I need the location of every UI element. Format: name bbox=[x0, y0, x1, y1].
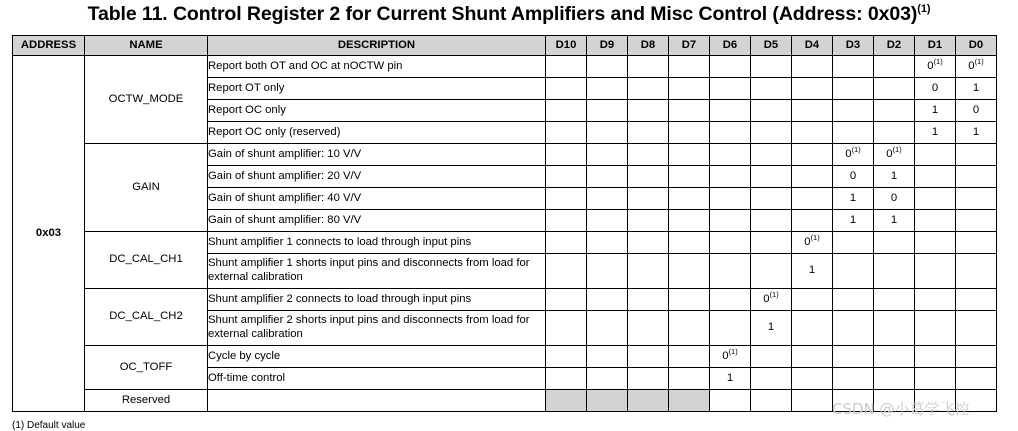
header-row bbox=[13, 36, 997, 56]
bit-value: 0 bbox=[804, 235, 811, 248]
bit-cell: 1 bbox=[792, 254, 833, 289]
bit-cell bbox=[751, 368, 792, 390]
bit-cell bbox=[915, 254, 956, 289]
bit-value: 0 bbox=[845, 147, 852, 160]
bit-cell bbox=[956, 144, 997, 166]
bit-cell bbox=[792, 390, 833, 412]
bit-cell bbox=[669, 289, 710, 311]
bit-cell bbox=[915, 188, 956, 210]
bit-cell bbox=[587, 144, 628, 166]
bit-cell bbox=[669, 100, 710, 122]
bit-cell bbox=[710, 100, 751, 122]
table-row bbox=[13, 346, 997, 368]
bit-cell bbox=[546, 390, 587, 412]
bit-cell bbox=[833, 232, 874, 254]
bit-cell: 1 bbox=[956, 78, 997, 100]
bit-cell bbox=[751, 166, 792, 188]
bit-cell bbox=[751, 390, 792, 412]
bit-cell bbox=[628, 56, 669, 78]
bit-cell bbox=[956, 210, 997, 232]
bit-cell bbox=[792, 346, 833, 368]
bit-cell bbox=[915, 368, 956, 390]
bit-cell: 0 bbox=[874, 188, 915, 210]
field-name-cell: Reserved bbox=[85, 390, 208, 412]
bit-cell bbox=[874, 254, 915, 289]
field-name-cell: OC_TOFF bbox=[85, 346, 208, 390]
bit-cell bbox=[956, 289, 997, 311]
bit-cell bbox=[792, 368, 833, 390]
default-footnote-mark: (1) bbox=[769, 289, 779, 299]
bit-cell bbox=[546, 166, 587, 188]
field-name-cell: DC_CAL_CH2 bbox=[85, 289, 208, 346]
bit-cell bbox=[710, 122, 751, 144]
bit-cell bbox=[628, 390, 669, 412]
bit-cell bbox=[751, 100, 792, 122]
bit-cell bbox=[751, 188, 792, 210]
bit-cell bbox=[751, 56, 792, 78]
bit-value: 0 bbox=[886, 147, 893, 160]
bit-cell bbox=[546, 144, 587, 166]
bit-cell bbox=[628, 144, 669, 166]
bit-cell bbox=[628, 346, 669, 368]
bit-cell: 1 bbox=[956, 122, 997, 144]
description-cell: Report OT only bbox=[208, 78, 546, 100]
bit-cell bbox=[874, 78, 915, 100]
bit-cell bbox=[587, 390, 628, 412]
table-row bbox=[13, 289, 997, 311]
description-cell: Report both OT and OC at nOCTW pin bbox=[208, 56, 546, 78]
bit-cell bbox=[587, 368, 628, 390]
bit-cell bbox=[587, 289, 628, 311]
bit-cell bbox=[874, 56, 915, 78]
description-cell: Gain of shunt amplifier: 80 V/V bbox=[208, 210, 546, 232]
bit-cell bbox=[628, 78, 669, 100]
header-name: NAME bbox=[85, 36, 208, 56]
bit-cell bbox=[546, 254, 587, 289]
bit-cell bbox=[669, 122, 710, 144]
bit-cell bbox=[792, 210, 833, 232]
bit-cell bbox=[628, 100, 669, 122]
bit-cell bbox=[669, 210, 710, 232]
default-footnote-mark: (1) bbox=[974, 56, 984, 66]
bit-cell bbox=[710, 210, 751, 232]
table-row bbox=[13, 232, 997, 254]
bit-cell bbox=[792, 56, 833, 78]
bit-cell bbox=[710, 166, 751, 188]
bit-cell bbox=[669, 254, 710, 289]
bit-cell bbox=[546, 210, 587, 232]
table-row bbox=[13, 56, 997, 78]
register-table bbox=[12, 35, 997, 412]
bit-cell bbox=[751, 346, 792, 368]
bit-cell bbox=[710, 188, 751, 210]
bit-cell bbox=[587, 346, 628, 368]
bit-cell bbox=[710, 144, 751, 166]
header-bit-d0: D0 bbox=[956, 36, 997, 56]
description-cell: Shunt amplifier 1 connects to load through input pins bbox=[208, 232, 546, 254]
field-name-cell: GAIN bbox=[85, 144, 208, 232]
bit-cell bbox=[587, 166, 628, 188]
bit-cell bbox=[956, 188, 997, 210]
header-bit-d3: D3 bbox=[833, 36, 874, 56]
bit-value: 0 bbox=[927, 59, 934, 72]
header-description: DESCRIPTION bbox=[208, 36, 546, 56]
default-footnote-mark: (1) bbox=[728, 346, 738, 356]
bit-cell bbox=[546, 289, 587, 311]
bit-cell bbox=[956, 254, 997, 289]
bit-cell bbox=[587, 122, 628, 144]
bit-cell bbox=[956, 368, 997, 390]
header-bit-d5: D5 bbox=[751, 36, 792, 56]
header-bit-d7: D7 bbox=[669, 36, 710, 56]
header-bit-d6: D6 bbox=[710, 36, 751, 56]
bit-cell bbox=[710, 232, 751, 254]
bit-cell bbox=[792, 232, 833, 254]
bit-cell bbox=[833, 100, 874, 122]
bit-cell bbox=[874, 368, 915, 390]
bit-cell bbox=[546, 346, 587, 368]
bit-cell: 1 bbox=[833, 210, 874, 232]
bit-cell bbox=[792, 144, 833, 166]
bit-cell bbox=[628, 188, 669, 210]
bit-cell: 1 bbox=[833, 188, 874, 210]
bit-cell: 0 bbox=[915, 78, 956, 100]
table-title-text: Table 11. Control Register 2 for Current Shunt Amplifiers and Misc Control (Address: 0x03) bbox=[87, 3, 918, 25]
field-name-cell: DC_CAL_CH1 bbox=[85, 232, 208, 289]
bit-value: 0 bbox=[968, 59, 975, 72]
bit-cell: 1 bbox=[874, 166, 915, 188]
default-footnote-mark: (1) bbox=[933, 56, 943, 66]
bit-cell bbox=[915, 346, 956, 368]
bit-cell bbox=[751, 289, 792, 311]
header-address: ADDRESS bbox=[13, 36, 85, 56]
bit-cell bbox=[792, 188, 833, 210]
bit-cell bbox=[874, 232, 915, 254]
bit-cell bbox=[956, 56, 997, 78]
bit-cell bbox=[710, 390, 751, 412]
bit-cell bbox=[628, 166, 669, 188]
bit-cell bbox=[751, 78, 792, 100]
bit-cell bbox=[628, 122, 669, 144]
bit-cell bbox=[915, 289, 956, 311]
bit-cell bbox=[751, 122, 792, 144]
bit-cell bbox=[710, 346, 751, 368]
bit-cell bbox=[587, 56, 628, 78]
bit-cell bbox=[669, 346, 710, 368]
bit-cell bbox=[915, 144, 956, 166]
bit-cell bbox=[792, 289, 833, 311]
bit-value: 0 bbox=[763, 292, 770, 305]
bit-cell bbox=[792, 311, 833, 346]
description-cell: Report OC only (reserved) bbox=[208, 122, 546, 144]
bit-cell bbox=[874, 100, 915, 122]
bit-cell bbox=[587, 100, 628, 122]
bit-cell bbox=[710, 78, 751, 100]
bit-cell bbox=[833, 56, 874, 78]
table-title bbox=[0, 3, 1018, 26]
title-footnote-mark: (1) bbox=[917, 2, 931, 15]
bit-cell bbox=[792, 122, 833, 144]
bit-cell bbox=[546, 188, 587, 210]
bit-cell: 1 bbox=[751, 311, 792, 346]
bit-cell bbox=[874, 311, 915, 346]
bit-cell bbox=[628, 311, 669, 346]
bit-cell bbox=[546, 100, 587, 122]
bit-cell bbox=[956, 311, 997, 346]
bit-cell bbox=[833, 368, 874, 390]
bit-cell bbox=[710, 311, 751, 346]
bit-cell bbox=[669, 232, 710, 254]
bit-cell bbox=[669, 144, 710, 166]
bit-cell bbox=[833, 289, 874, 311]
bit-cell: 0 bbox=[956, 100, 997, 122]
bit-cell bbox=[833, 78, 874, 100]
bit-cell bbox=[546, 311, 587, 346]
bit-cell bbox=[710, 254, 751, 289]
bit-cell bbox=[710, 56, 751, 78]
bit-cell bbox=[669, 188, 710, 210]
bit-cell: 1 bbox=[710, 368, 751, 390]
bit-cell bbox=[751, 232, 792, 254]
bit-cell bbox=[669, 368, 710, 390]
description-cell: Shunt amplifier 1 shorts input pins and disconnects from load for external calibration bbox=[208, 254, 546, 289]
bit-cell bbox=[874, 122, 915, 144]
bit-cell bbox=[874, 144, 915, 166]
bit-cell bbox=[669, 166, 710, 188]
description-cell: Gain of shunt amplifier: 40 V/V bbox=[208, 188, 546, 210]
bit-cell: 0 bbox=[833, 166, 874, 188]
description-cell: Report OC only bbox=[208, 100, 546, 122]
bit-cell bbox=[833, 346, 874, 368]
bit-cell bbox=[546, 122, 587, 144]
bit-cell: 1 bbox=[915, 122, 956, 144]
bit-cell bbox=[915, 232, 956, 254]
description-cell: Shunt amplifier 2 connects to load through input pins bbox=[208, 289, 546, 311]
table-row bbox=[13, 144, 997, 166]
description-cell: Shunt amplifier 2 shorts input pins and disconnects from load for external calibration bbox=[208, 311, 546, 346]
bit-cell bbox=[833, 122, 874, 144]
footnote: (1) Default value bbox=[12, 420, 86, 431]
bit-cell bbox=[546, 232, 587, 254]
bit-cell bbox=[628, 232, 669, 254]
table-body bbox=[13, 56, 997, 412]
bit-cell bbox=[792, 78, 833, 100]
address-cell: 0x03 bbox=[13, 56, 85, 412]
description-cell bbox=[208, 390, 546, 412]
bit-cell bbox=[956, 166, 997, 188]
bit-cell bbox=[751, 210, 792, 232]
bit-cell bbox=[587, 232, 628, 254]
bit-cell bbox=[628, 368, 669, 390]
bit-cell bbox=[833, 311, 874, 346]
description-cell: Gain of shunt amplifier: 20 V/V bbox=[208, 166, 546, 188]
bit-cell bbox=[710, 289, 751, 311]
bit-cell bbox=[628, 289, 669, 311]
header-bit-d9: D9 bbox=[587, 36, 628, 56]
bit-cell bbox=[587, 254, 628, 289]
bit-cell bbox=[587, 78, 628, 100]
description-cell: Gain of shunt amplifier: 10 V/V bbox=[208, 144, 546, 166]
default-footnote-mark: (1) bbox=[892, 144, 902, 154]
bit-cell bbox=[587, 210, 628, 232]
bit-cell: 1 bbox=[915, 100, 956, 122]
bit-cell bbox=[956, 232, 997, 254]
bit-cell bbox=[915, 210, 956, 232]
field-name-cell: OCTW_MODE bbox=[85, 56, 208, 144]
bit-cell bbox=[751, 254, 792, 289]
bit-cell bbox=[628, 254, 669, 289]
header-bit-d4: D4 bbox=[792, 36, 833, 56]
bit-cell bbox=[915, 311, 956, 346]
bit-cell bbox=[874, 346, 915, 368]
bit-cell bbox=[915, 56, 956, 78]
bit-cell bbox=[669, 311, 710, 346]
bit-cell bbox=[833, 144, 874, 166]
bit-cell bbox=[956, 346, 997, 368]
bit-cell bbox=[669, 56, 710, 78]
header-bit-d2: D2 bbox=[874, 36, 915, 56]
bit-cell bbox=[546, 368, 587, 390]
bit-cell bbox=[792, 166, 833, 188]
header-bit-d8: D8 bbox=[628, 36, 669, 56]
watermark: CSDN @小葛学飞控 bbox=[832, 400, 970, 418]
default-footnote-mark: (1) bbox=[851, 144, 861, 154]
bit-cell bbox=[792, 100, 833, 122]
default-footnote-mark: (1) bbox=[810, 232, 820, 242]
description-cell: Off-time control bbox=[208, 368, 546, 390]
bit-cell bbox=[587, 311, 628, 346]
bit-cell bbox=[546, 78, 587, 100]
bit-value: 0 bbox=[722, 349, 729, 362]
bit-cell bbox=[546, 56, 587, 78]
bit-cell bbox=[915, 166, 956, 188]
header-bit-d10: D10 bbox=[546, 36, 587, 56]
bit-cell: 1 bbox=[874, 210, 915, 232]
bit-cell bbox=[833, 254, 874, 289]
description-cell: Cycle by cycle bbox=[208, 346, 546, 368]
bit-cell bbox=[751, 144, 792, 166]
bit-cell bbox=[628, 210, 669, 232]
bit-cell bbox=[874, 289, 915, 311]
bit-cell bbox=[669, 390, 710, 412]
bit-cell bbox=[587, 188, 628, 210]
header-bit-d1: D1 bbox=[915, 36, 956, 56]
bit-cell bbox=[669, 78, 710, 100]
